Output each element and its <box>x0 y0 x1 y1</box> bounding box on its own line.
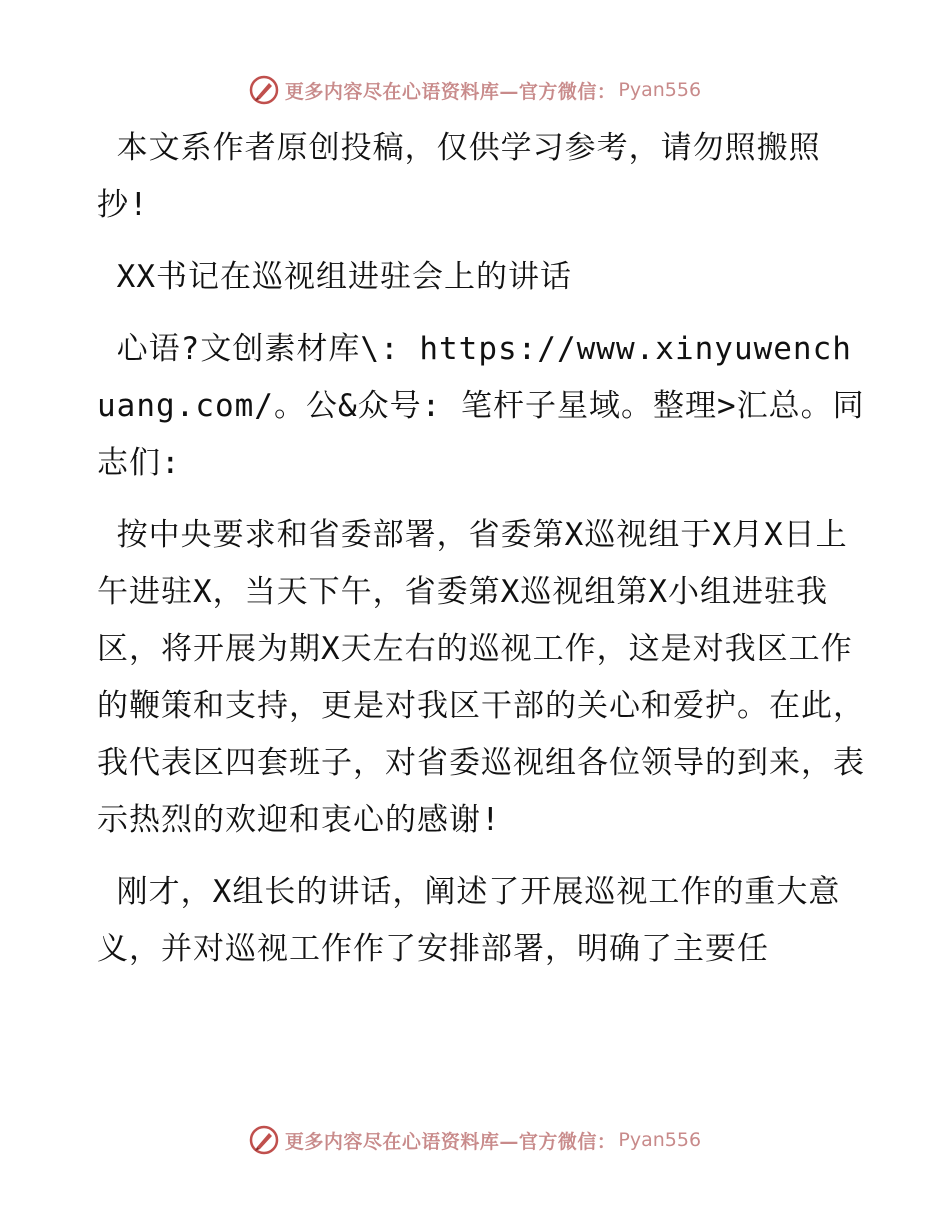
source-paragraph: 心语?文创素材库\: https://www.xinyuwenchuang.com/。公&众号: 笔杆子星域。整理>汇总。同志们: <box>97 331 865 481</box>
watermark-text: 更多内容尽在心语资料库—官方微信： <box>284 1130 617 1153</box>
body-paragraph: 按中央要求和省委部署，省委第X巡视组于X月X日上午进驻X，当天下午，省委第X巡视组第X小组进驻我区，将开展为期X天左右的巡视工作，这是对我区工作的鞭策和支持，更是对我区干部的关心和爱护。在此，我代表区四套班子，对省委巡视组各位领导的到来，表示热烈的欢迎和衷心的感谢! <box>97 517 865 838</box>
watermark-text: 更多内容尽在心语资料库—官方微信： <box>284 80 617 103</box>
footer-watermark <box>0 1120 950 1160</box>
document-body <box>97 120 867 993</box>
document-title: XX书记在巡视组进驻会上的讲话 <box>97 259 572 295</box>
body-paragraph: 刚才，X组长的讲话，阐述了开展巡视工作的重大意义，并对巡视工作作了安排部署，明确了主要任 <box>97 874 841 967</box>
header-watermark <box>0 70 950 110</box>
watermark-wechat-id: Pyan556 <box>618 1129 702 1151</box>
watermark-wechat-id: Pyan556 <box>618 79 702 101</box>
pen-logo-icon <box>249 1125 279 1155</box>
pen-logo-icon <box>249 75 279 105</box>
disclaimer-paragraph: 本文系作者原创投稿，仅供学习参考，请勿照搬照抄! <box>97 130 821 223</box>
